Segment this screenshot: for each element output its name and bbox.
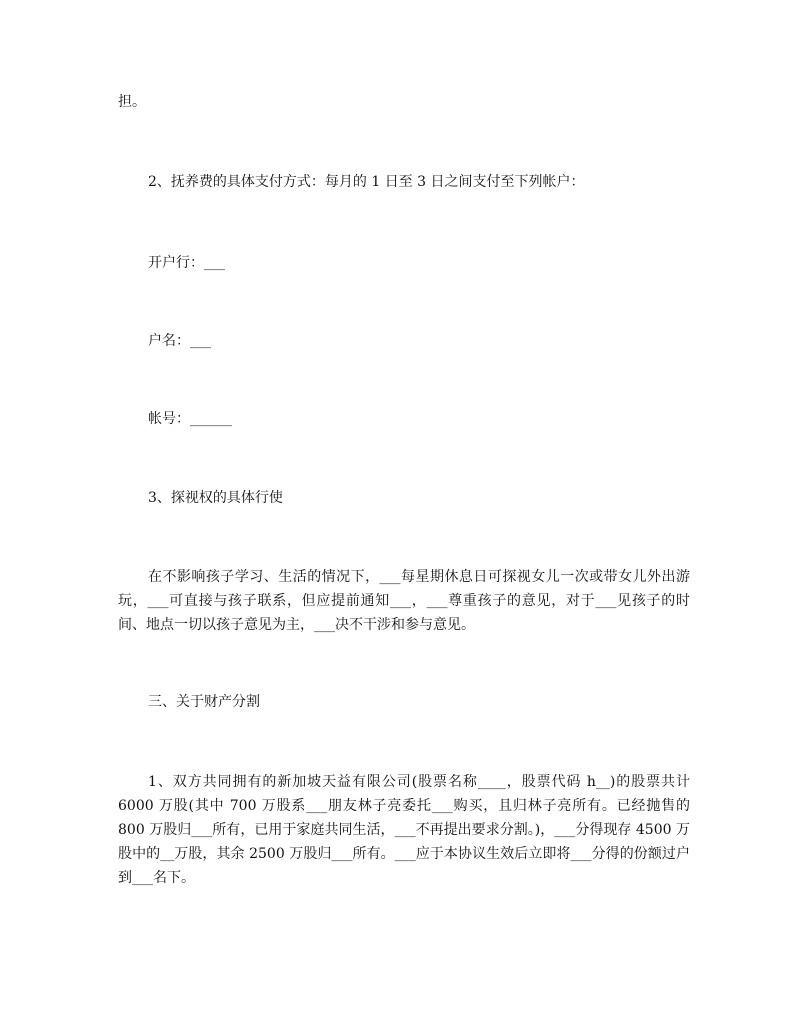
property-division-heading: 三、关于财产分割 [148, 694, 260, 710]
stock-division-paragraph: 1、双方共同拥有的新加坡天益有限公司(股票名称____，股票代码 h__)的股票共计 6000 万股(其中 700 万股系___朋友林子亮委托___购买，且归林子亮所有。已经抛售的 800 万股归___所有，已用于家庭共同生活，___不再提出要求分割。)，___分得现存 4500 万股中的__万股，其余 2500 万股归___所有。___应于本协议生效后立即将___分得的份额过户到___名下。 [118, 774, 690, 886]
account-number-line: 帐号：______ [148, 411, 232, 427]
account-name-line: 户名：___ [148, 333, 211, 349]
text-line-fragment: 担。 [118, 94, 146, 110]
payment-method-heading: 2、抚养费的具体支付方式：每月的 1 日至 3 日之间支付至下列帐户： [148, 174, 585, 190]
bank-field-line: 开户行：___ [148, 255, 225, 271]
visitation-heading: 3、探视权的具体行使 [148, 490, 283, 506]
visitation-paragraph: 在不影响孩子学习、生活的情况下，___每星期休息日可探视女儿一次或带女儿外出游玩，___可直接与孩子联系，但应提前通知___，___尊重孩子的意见，对于___见孩子的时间、地点一切以孩子意见为主，___决不干涉和参与意见。 [118, 569, 690, 633]
